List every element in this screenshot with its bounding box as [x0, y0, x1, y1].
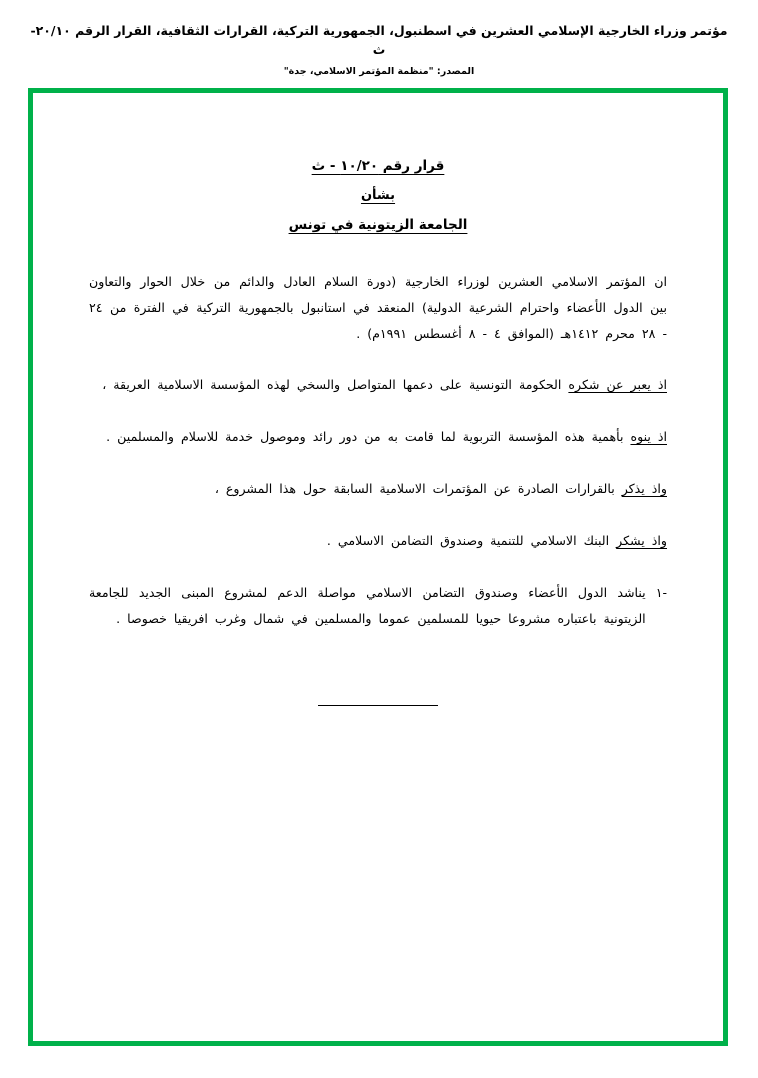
regarding-label: بشأن — [360, 188, 396, 203]
body-block — [89, 269, 667, 710]
clause-text: الدول الأعضاء وصندوق التضامن الاسلامي مواصلة الدعم لمشروع المبنى الجديد للجامعة الزيتونية باعتباره مشروعا حيويا للمسلمين عموما والمسلمين في شمال وغرب افريقيا خصوصا . — [89, 584, 646, 626]
paragraph-lead: اذ يعبر عن شكره — [568, 377, 667, 393]
page-frame — [28, 88, 728, 1046]
title-block — [89, 155, 667, 233]
paragraph-notes-importance — [89, 424, 667, 450]
clause-lead: يناشد — [617, 584, 646, 600]
divider-line — [318, 705, 438, 706]
header-title: مؤتمر وزراء الخارجية الإسلامي العشرين في اسطنبول، الجمهورية التركية، القرارات الثقافية، القرار الرقم ٢٠/١٠-ث — [30, 23, 728, 57]
paragraph-text: ان المؤتمر الاسلامي العشرين لوزراء الخارجية (دورة السلام العادل والدائم من خلال الحوار والتعاون بين الدول الأعضاء واحترام الشرعية الدولية) المنعقد في استانبول بالجمهورية التركية في الفترة من ٢٤ - ٢٨ محرم ١٤١٢هـ (الموافق ٤ - ٨ أغسطس ١٩٩١م) . — [89, 274, 667, 341]
paragraph-lead: اذ ينوه — [630, 429, 667, 445]
clause-item — [89, 580, 667, 632]
clause-body — [89, 580, 646, 632]
paragraph-preamble — [89, 269, 667, 346]
paragraph-text: البنك الاسلامي للتنمية وصندوق التضامن الاسلامي . — [326, 532, 610, 548]
paragraph-text: بالقرارات الصادرة عن المؤتمرات الاسلامية السابقة حول هذا المشروع ، — [214, 481, 615, 497]
page-content — [33, 93, 723, 1041]
paragraph-text: الحكومة التونسية على دعمها المتواصل والسخي لهذه المؤسسة الاسلامية العريقة ، — [102, 377, 562, 393]
paragraph-text: بأهمية هذه المؤسسة التربوية لما قامت به من دور رائد وموصول خدمة للاسلام والمسلمين . — [106, 429, 624, 445]
header-source: المصدر: "منظمة المؤتمر الاسلامي، جدة" — [283, 65, 475, 77]
document-header — [0, 0, 758, 77]
paragraph-lead: واذ يذكر — [621, 481, 667, 497]
clause-number: -١ — [655, 584, 667, 600]
resolution-number: قرار رقم ١٠/٢٠ - ث — [311, 158, 445, 174]
subject-title: الجامعة الزيتونية في تونس — [288, 217, 468, 233]
paragraph-thanks-bank — [89, 528, 667, 554]
bottom-divider — [89, 691, 667, 710]
paragraph-lead: واذ يشكر — [616, 532, 667, 548]
paragraph-recalls-resolutions — [89, 476, 667, 502]
paragraph-thanks-government — [89, 372, 667, 398]
